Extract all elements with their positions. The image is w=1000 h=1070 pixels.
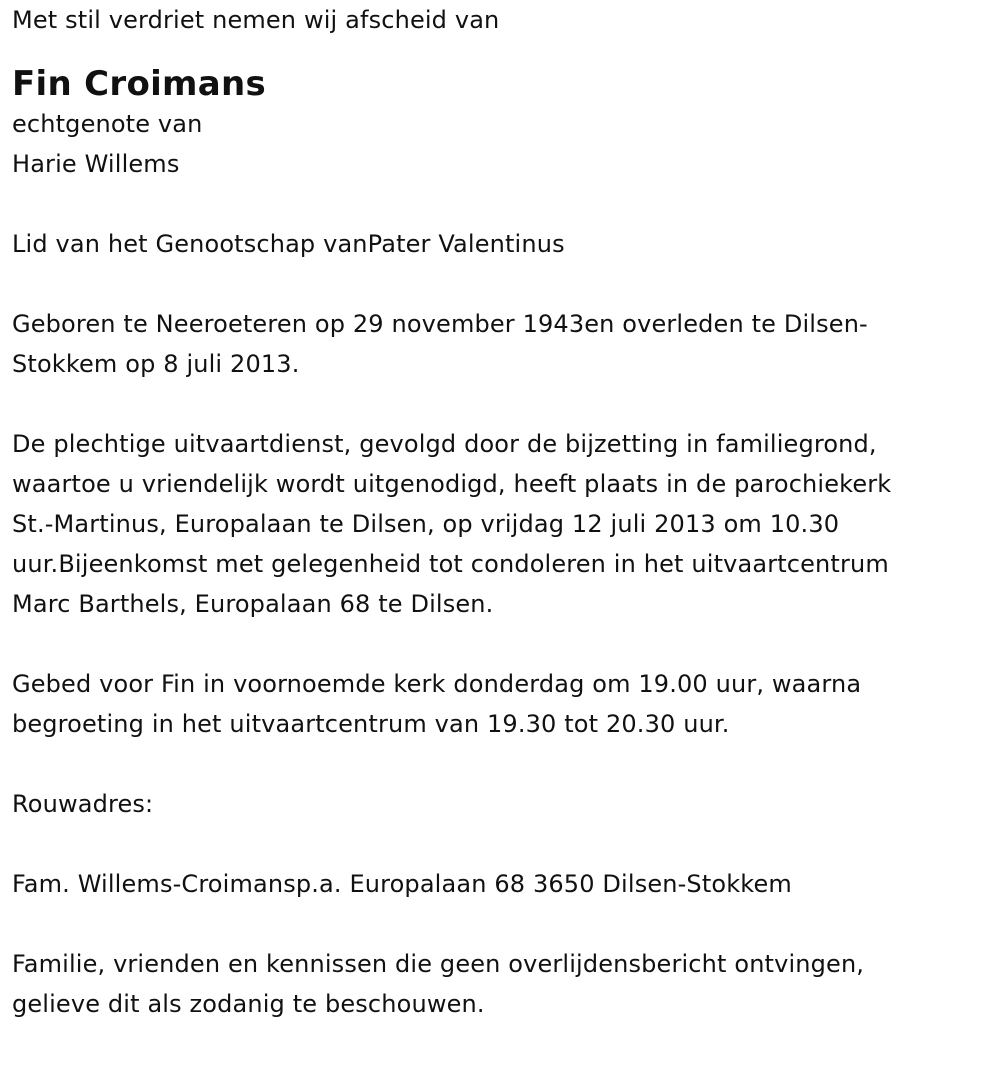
prayer-paragraph: [12, 664, 988, 744]
deceased-name: Fin Croimans: [12, 64, 267, 104]
birth-death-line: Geboren te Neeroeteren op 29 november 1943en overleden te Dilsen-: [12, 310, 868, 338]
membership-text: Lid van het Genootschap vanPater Valentinus: [12, 230, 565, 258]
spacer: [12, 824, 988, 864]
service-paragraph: [12, 424, 988, 624]
spacer: [12, 624, 988, 664]
service-line: waartoe u vriendelijk wordt uitgenodigd, heeft plaats in de parochiekerk: [12, 470, 892, 498]
service-line: uur.Bijeenkomst met gelegenheid tot condoleren in het uitvaartcentrum: [12, 550, 889, 578]
address-label: Rouwadres:: [12, 790, 154, 818]
birth-death-paragraph: [12, 304, 988, 384]
spacer: [12, 384, 988, 424]
closing-paragraph: [12, 944, 988, 1024]
prayer-line: begroeting in het uitvaartcentrum van 19.30 tot 20.30 uur.: [12, 710, 730, 738]
mourning-address: Fam. Willems-Croimansp.a. Europalaan 68 3650 Dilsen-Stokkem: [12, 870, 792, 898]
closing-line: gelieve dit als zodanig te beschouwen.: [12, 990, 485, 1018]
service-line: St.-Martinus, Europalaan te Dilsen, op vrijdag 12 juli 2013 om 10.30: [12, 510, 840, 538]
service-line: De plechtige uitvaartdienst, gevolgd door de bijzetting in familiegrond,: [12, 430, 877, 458]
spouse-name: Harie Willems: [12, 150, 180, 178]
spacer: [12, 184, 988, 224]
intro-text: Met stil verdriet nemen wij afscheid van: [12, 6, 500, 34]
closing-line: Familie, vrienden en kennissen die geen overlijdensbericht ontvingen,: [12, 950, 865, 978]
service-line: Marc Barthels, Europalaan 68 te Dilsen.: [12, 590, 494, 618]
spacer: [12, 264, 988, 304]
spacer: [12, 904, 988, 944]
spouse-label: echtgenote van: [12, 110, 203, 138]
birth-death-line: Stokkem op 8 juli 2013.: [12, 350, 300, 378]
prayer-line: Gebed voor Fin in voornoemde kerk donderdag om 19.00 uur, waarna: [12, 670, 862, 698]
spacer: [12, 744, 988, 784]
